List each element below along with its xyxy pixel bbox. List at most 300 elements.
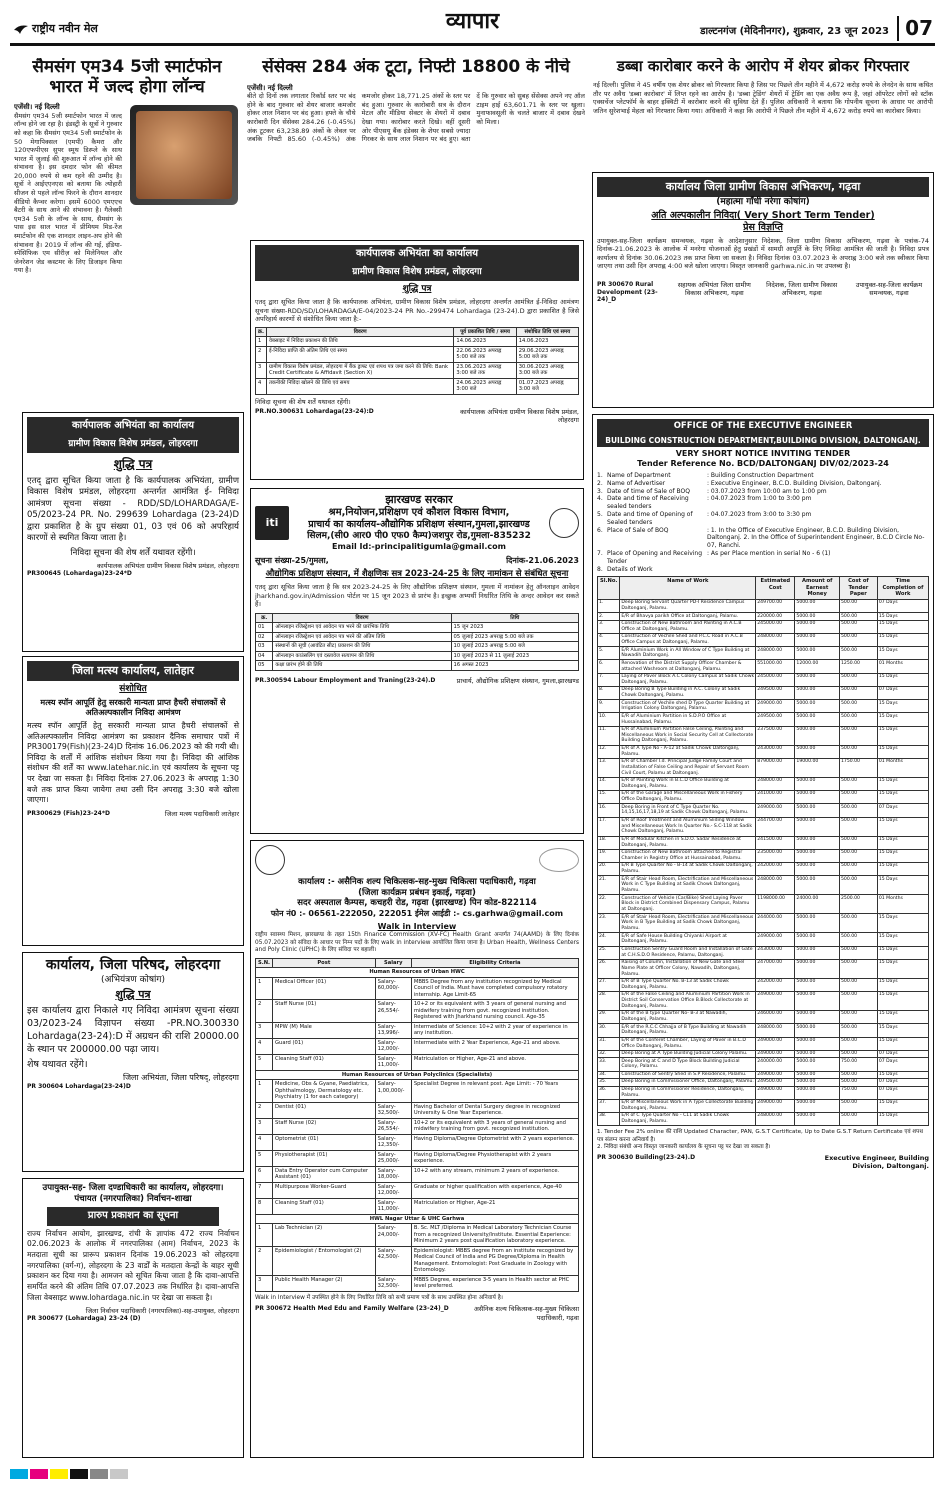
table-cell: E/R of the Garage and Miscellaneous Work in Fishery Office Daltonganj, Palamu. xyxy=(620,791,756,804)
registration-swatch xyxy=(10,1469,28,1479)
table-cell: 7. xyxy=(598,673,620,686)
table-cell: 249500.00 xyxy=(756,686,795,699)
table-row xyxy=(598,713,929,726)
table-cell: 249000.00 xyxy=(756,992,795,1011)
table-cell: 15 Days xyxy=(877,817,928,836)
table-header-cell: Sl.No. xyxy=(598,577,620,600)
table-cell: 249000.00 xyxy=(756,1099,795,1112)
table-cell: E/R of the R.C.C Chhajja of B Type Building at Nawadih Daltonganj, Palamu. xyxy=(620,1024,756,1037)
table-cell: 2 xyxy=(256,1102,273,1118)
table-cell: 500.00 xyxy=(839,1011,877,1024)
table-row xyxy=(598,1071,929,1079)
table-cell: 11. xyxy=(598,726,620,745)
table-cell: 14.06.2023 xyxy=(454,337,516,347)
table-section-row xyxy=(256,1070,579,1080)
table-cell: 15 Days xyxy=(877,791,928,804)
table-cell: 242000.00 xyxy=(756,863,795,876)
table-cell: 5000.00 xyxy=(795,673,840,686)
table-row xyxy=(598,895,929,914)
table-cell: 21. xyxy=(598,876,620,895)
table-cell: 5000.00 xyxy=(795,647,840,660)
table-cell: 5000.00 xyxy=(795,726,840,745)
pr-number: PR.NO.300631 Lohardaga(23-24):D xyxy=(255,408,374,416)
meta-label: Name of Advertiser xyxy=(607,479,666,487)
table-cell: 02 xyxy=(256,632,273,642)
table-cell: 16 अगस्त 2023 xyxy=(451,661,578,671)
table-cell: 1 xyxy=(256,977,273,1000)
table-cell: 500.00 xyxy=(839,745,877,758)
table-cell: 15 Days xyxy=(877,959,928,978)
table-cell: E/R of Chamber I.d. Principal Judge Family Court and Installation of False Ceiling and Repair of Servant Room Civil Court, Palamu at Daltonganj. xyxy=(620,758,756,777)
registration-color-bar xyxy=(10,1468,935,1480)
table-cell: 551000.00 xyxy=(756,660,795,673)
table-cell: E/R of Stair Head Room, Electrification and Miscellaneous Work in C Type Building at Sadik Chowk Daltonganj, Palamu. xyxy=(620,876,756,895)
meta-index: 4. xyxy=(597,495,603,503)
table-cell: 5000.00 xyxy=(795,978,840,991)
table-cell: Deep Boring in Front of C Type Quarter No. 14,15,16,17,18,19 at Sadik Chowk Daltonganj, Palamu. xyxy=(620,804,756,817)
table-cell: 5000.00 xyxy=(795,1071,840,1079)
table-cell: 500.00 xyxy=(839,959,877,978)
table-cell: 03 xyxy=(256,642,273,652)
table-header-cell: क्र. xyxy=(256,613,273,623)
table-cell: 15 Days xyxy=(877,849,928,862)
table-cell: Salary-12,000/- xyxy=(375,1182,411,1198)
g20-logo-icon xyxy=(539,848,579,872)
pr-number: PR 300672 Health Med Edu and Family Welfare (23-24)_D xyxy=(255,1305,449,1313)
notice-dept: ग्रामीण विकास विशेष प्रमंडल, लोहरदगा xyxy=(27,436,239,453)
registration-swatch xyxy=(50,1469,68,1479)
table-row xyxy=(256,1134,579,1150)
tender-works-table xyxy=(597,576,929,1126)
notice-subtitle: मत्स्य स्पॉन आपूर्ति हेतु सरकारी मान्यता प्राप्त हैचरी संचालकों से अतिअल्पकालीन निविदा आमंत्रण xyxy=(40,698,226,717)
table-row xyxy=(598,726,929,745)
meta-value xyxy=(707,566,929,574)
notice-address: सदर अस्पताल कैम्पस, कचहरी रोड, गढ़वा (झारखण्ड) पिन कोड-822114 xyxy=(297,898,537,909)
table-cell: 12. xyxy=(598,745,620,758)
table-cell: Staff Nurse (01) xyxy=(273,1000,376,1023)
table-cell: 30.06.2023 अपराह्न 3:00 बजे तक xyxy=(516,362,578,378)
pr-number: PR 300677 (Lohardaga) 23-24 (D) xyxy=(27,1315,141,1323)
tender-title-2: BUILDING CONSTRUCTION DEPARTMENT,BUILDING DIVISION, DALTONGANJ. xyxy=(597,434,929,447)
table-cell: MBBS Degree, experience 3-5 years in Health sector at PHC level preferred. xyxy=(411,1275,578,1291)
table-cell: 15 Days xyxy=(877,777,928,790)
table-header-cell: Eligibility Criteria xyxy=(411,958,578,968)
table-cell: 15 Days xyxy=(877,933,928,946)
meta-index: 7. xyxy=(597,549,603,557)
table-cell: 15 Days xyxy=(877,946,928,959)
notice-closing: निविदा सूचना की शेष शर्तें यथावत रहेंगी। xyxy=(255,397,351,406)
notice-title: Walk in Interview xyxy=(377,921,457,931)
table-cell: 1750.00 xyxy=(839,758,877,777)
table-cell: Salary-11,000/- xyxy=(375,1054,411,1070)
table-cell: 247000.00 xyxy=(756,959,795,978)
table-row xyxy=(598,817,929,836)
table-cell: 249000.00 xyxy=(756,1086,795,1099)
meta-label: Name of Department xyxy=(607,472,671,479)
table-row xyxy=(598,1086,929,1099)
notice-title: औद्योगिक प्रशिक्षण संस्थान, में शैक्षणिक सत्र 2023-24-25 के लिए नामांकन से संबंधित सूचना xyxy=(265,569,569,580)
meta-label: Details of Work xyxy=(607,565,653,573)
notice-office: उपायुक्त-सह- जिला दण्डाधिकारी का कार्यालय, लोहरदगा। xyxy=(42,1183,224,1193)
table-cell: 07 Days xyxy=(877,804,928,817)
notice-body: राज्य निर्वाचन आयोग, झारखण्ड, रांची के ज्ञापांक 472 राज्य निर्वाचन 02.06.2023 के आलोक में नगरपालिका (आम) निर्वाचन, 2023 के मतदाता सूची का प्रारूप प्रकाशन दिनांक 19.06.2023 को लोहरदगा नगरपालिका (वर्ग-ग), लोहरदगा के 23 वार्डों के मतदाता केन्द्रों के बाहर सूची प्रकाशन कर दिया गया है। आमजन को सूचित किया जाता है कि दावा-आपत्ति समर्पित करने की अंतिम तिथि 07.07.2023 तक निर्धारित है। दावा-आपत्ति जिला वेबसाइट www.lohardaga.nic.in पर देखा जा सकता है। xyxy=(27,1228,239,1302)
table-cell: 500.00 xyxy=(839,1024,877,1037)
table-cell: B. Sc. MLT /Diploma in Medical Laboratory Technician Course from a recognized University/Institute. Essential Experience: Minimum 2 years post qualification laboratory experience. xyxy=(411,1224,578,1247)
table-cell: Optometrist (01) xyxy=(273,1134,376,1150)
table-cell: 15 Days xyxy=(877,1024,928,1037)
health-posts-table xyxy=(255,958,579,1292)
signer-3: उपायुक्त-सह-जिला कार्यक्रम समन्वयक, गढ़वा xyxy=(855,281,923,298)
table-cell: 15 Days xyxy=(877,726,928,745)
table-cell: कक्षा प्रारंभ होने की तिथि xyxy=(273,661,451,671)
table-cell: 37. xyxy=(598,1099,620,1112)
table-header-cell: तिथि xyxy=(451,613,578,623)
table-cell: Medicine, Obs & Gyane, Paediatrics, Ophthalmology, Dermatology etc. Psychiatry (1 for each category) xyxy=(273,1080,376,1103)
table-row xyxy=(256,1080,579,1103)
table-cell: 500.00 xyxy=(839,599,877,612)
table-cell: 5000.00 xyxy=(795,791,840,804)
notice-municipal-election xyxy=(22,1178,244,1458)
table-section-label: HWL Nagar Uttar & UHC Garhwa xyxy=(256,1214,579,1224)
meta-label: Date of time of Sale of BOQ xyxy=(607,487,690,495)
table-cell: 500.00 xyxy=(839,1050,877,1058)
table-cell: 6 xyxy=(256,1166,273,1182)
iti-schedule-table xyxy=(255,613,579,671)
table-row xyxy=(256,1054,579,1070)
table-cell: Construction of Sentry Shed in S.P Residence, Palamu. xyxy=(620,1071,756,1079)
table-cell: Salary-13,996/- xyxy=(375,1022,411,1038)
table-cell: 14.06.2023 xyxy=(516,337,578,347)
table-row xyxy=(256,623,579,633)
table-cell: 5000.00 xyxy=(795,914,840,933)
table-cell: Public Health Manager (2) xyxy=(273,1275,376,1291)
notice-body: एतद् द्वारा सूचित किया जाता है कि कार्यपालक अभियंता, ग्रामीण विकास विशेष प्रमंडल, लोहरदगा अन्तर्गत आमंत्रित ई- निविदा आमंत्रण सूचना संख्या - RDD/SD/LOHARDAGA/E-05/2023-24 PR. No. 299639 Lohardaga (23-24)D द्वारा प्रकाशित है के ग्रुप संख्या 01, 03 एवं 06 को अपरिहार्य कारणों से स्थगित किया जाता है। xyxy=(27,475,239,544)
table-cell: 5000.00 xyxy=(795,613,840,621)
table-cell: 34. xyxy=(598,1071,620,1079)
table-cell: 500.00 xyxy=(839,633,877,646)
table-cell: 220000.00 xyxy=(756,613,795,621)
notice-office: कार्यपालक अभियंता का कार्यालय xyxy=(255,245,579,264)
table-row xyxy=(256,346,579,362)
table-row xyxy=(598,686,929,699)
table-cell: 5 xyxy=(256,1150,273,1166)
registration-swatch xyxy=(30,1469,48,1479)
table-cell: 500.00 xyxy=(839,836,877,849)
notice-sub: प्रेस विज्ञप्ति xyxy=(743,221,783,233)
table-cell: 242000.00 xyxy=(756,978,795,991)
table-row xyxy=(256,1246,579,1275)
notice-rural-left-corrigendum xyxy=(22,412,244,652)
table-row xyxy=(598,700,929,713)
table-cell: Multipurpose Worker-Guard xyxy=(273,1182,376,1198)
table-cell: 5000.00 xyxy=(795,1050,840,1058)
story-headline: सैमसंग एम34 5जी स्मार्टफोन भारत में जल्द होगा लॉन्च xyxy=(32,58,222,97)
table-cell: 3 xyxy=(256,1118,273,1134)
table-cell: Dentist (01) xyxy=(273,1102,376,1118)
notice-sub: (जिला कार्यक्रम प्रबंधन इकाई, गढ़वा) xyxy=(358,887,476,898)
table-cell: 24. xyxy=(598,933,620,946)
table-cell: 1. xyxy=(598,599,620,612)
meta-value: : 03.07.2023 from 10:00 am to 1:00 pm xyxy=(707,487,827,495)
table-cell: 5000.00 xyxy=(795,1058,840,1071)
table-cell: 15 Days xyxy=(877,863,928,876)
table-row xyxy=(598,633,929,646)
table-header-cell: संशोधित तिथि एवं समय xyxy=(516,327,578,337)
table-header-cell: Name of Work xyxy=(620,577,756,600)
table-cell: 33. xyxy=(598,1058,620,1071)
meta-value: : 04.07.2023 from 1:00 to 3:00 pm xyxy=(707,495,812,503)
table-cell: Renovation of the District Supply Officer Chamber & attached Washroom at Daltonganj, Palamu. xyxy=(620,660,756,673)
table-row xyxy=(598,1079,929,1087)
table-cell: 3 xyxy=(256,362,267,378)
table-row xyxy=(256,1022,579,1038)
table-cell: 500.00 xyxy=(839,804,877,817)
table-cell: 5000.00 xyxy=(795,992,840,1011)
notice-title: शुद्धि पत्र xyxy=(402,283,432,294)
table-row xyxy=(256,661,579,671)
table-cell: ऑनलाइन रजिस्ट्रेशन एवं आवेदन पत्र भरने की अंतिम तिथि xyxy=(273,632,451,642)
table-cell: 248000.00 xyxy=(756,1113,795,1126)
table-cell: 15 Days xyxy=(877,647,928,660)
table-cell: 13. xyxy=(598,758,620,777)
table-cell: E/R of Roof Treatment and Aluminium Sliding Window and Miscellaneous Work In Quarter No.- S.C-118 at Sadik Chowk Daltonganj, Palamu. xyxy=(620,817,756,836)
table-cell: 07 Days xyxy=(877,599,928,612)
table-cell: 15 Days xyxy=(877,1113,928,1126)
meta-index: 5. xyxy=(597,510,603,518)
table-cell: 500.00 xyxy=(839,1113,877,1126)
table-row xyxy=(256,1038,579,1054)
table-cell: 500.00 xyxy=(839,817,877,836)
pr-number: PR300645 (Lohardaga)23-24*D xyxy=(27,570,132,578)
table-cell: 15 Days xyxy=(877,745,928,758)
notice-title: प्रारुप प्रकाशन का सूचना xyxy=(47,1207,219,1226)
table-cell: Raising of Column, Installation of New Gate and Steel Name Plate at Officer Colony, Nawadih, Daltonganj, Palamu. xyxy=(620,959,756,978)
table-cell: 500.00 xyxy=(839,791,877,804)
meta-index: 8. xyxy=(597,565,603,573)
table-cell: 15 Days xyxy=(877,992,928,1011)
table-cell: Construction Sentry Guard Room and Installation of Gate at C.H.S.D.O Residence, Palamu, Daltonganj. xyxy=(620,946,756,959)
notice-signer: प्राचार्य, औद्योगिक प्रशिक्षण संस्थान, गुमला,झारखण्ड xyxy=(456,676,579,685)
notice-cell: (अभियंत्रण कोषांग) xyxy=(101,974,165,985)
meta-value: : 1. In the Office of Executive Engineer, B.C.D. Building Division, Daltonganj. 2. In the Office of Superintendent Engineer, B.C.D Circle No-07, Ranchi. xyxy=(707,526,925,550)
notice-cell: (महात्मा गाँधी नरेगा कोषांग) xyxy=(716,196,810,207)
notice-title: शुद्धि पत्र xyxy=(115,987,151,1001)
table-row xyxy=(256,362,579,378)
table-cell: 5 xyxy=(256,1054,273,1070)
table-cell: Construction of Vechile shed D Type Quarter Building at Irrigation Colony Daltonganj, Palamu. xyxy=(620,700,756,713)
table-cell: 244700.00 xyxy=(756,817,795,836)
table-cell: 750.00 xyxy=(839,1086,877,1099)
table-cell: 5. xyxy=(598,647,620,660)
table-cell: 5000.00 xyxy=(795,1037,840,1050)
meta-value: : As per Place mention in serial No - 6 (1) xyxy=(707,549,831,557)
table-cell: 15 Days xyxy=(877,978,928,991)
table-cell: E/R B Type Quarter No - B-14 at Sadik Chowk Daltonganj, Palamu. xyxy=(620,863,756,876)
table-cell: 500.00 xyxy=(839,686,877,699)
table-row xyxy=(256,1224,579,1247)
tender-meta xyxy=(597,472,929,573)
table-cell: 15 Days xyxy=(877,1037,928,1050)
gov-name: झारखण्ड सरकार xyxy=(385,493,453,506)
table-cell: 245000.00 xyxy=(756,620,795,633)
table-cell: 248000.00 xyxy=(756,876,795,895)
table-cell: Cleaning Staff (01) xyxy=(273,1198,376,1214)
table-cell: 243000.00 xyxy=(756,745,795,758)
table-section-row xyxy=(256,1214,579,1224)
table-cell: 30. xyxy=(598,1024,620,1037)
table-cell: 500.00 xyxy=(839,933,877,946)
table-row xyxy=(598,673,929,686)
table-cell: 05 xyxy=(256,661,273,671)
table-cell: Having Bachelor of Dental Surgery degree in recognized University & One Year Experience. xyxy=(411,1102,578,1118)
table-cell: MBBS Degree from any institution recognized by Medical Council of India. Must have completed compulsory rotatory internship. Age Limit-65 xyxy=(411,977,578,1000)
table-cell: Data Entry Operator cum Computer Assistant (01) xyxy=(273,1166,376,1182)
table-cell: 500.00 xyxy=(839,777,877,790)
table-cell: 23.06.2023 अपराह्न 3:00 बजे तक xyxy=(454,362,516,378)
table-cell: Epidemiologist: MBBS degree from an institute recognized by Medical Council of India and PG Degree/Diploma in Health Management. Entomologist: Post Graduate in Zoology with Entomology. xyxy=(411,1246,578,1275)
table-row xyxy=(598,876,929,895)
table-cell: 750.00 xyxy=(839,1058,877,1071)
notice-title: शुद्धि पत्र xyxy=(113,456,153,471)
table-header-cell: S.N. xyxy=(256,958,273,968)
story-sensex xyxy=(247,58,585,238)
table-cell: E/R of Safe House Building Chiyanki Airport at Daltonganj, Palamu. xyxy=(620,933,756,946)
table-cell: 24.06.2023 अपराह्न 3:00 बजे xyxy=(454,378,516,394)
table-cell: Construction of New Bathroom attached to Registrar Chamber in Registry Office at Hussainabad, Palamu. xyxy=(620,849,756,862)
table-cell: 19. xyxy=(598,849,620,862)
table-cell: 10. xyxy=(598,713,620,726)
table-cell: 17. xyxy=(598,817,620,836)
table-cell: 5000.00 xyxy=(795,620,840,633)
tender-note: 2. निविदा संबंधी अन्य विस्तृत जानकारी कार्यालय के सूचना पट्ट पर देखा जा सकता है। xyxy=(597,1143,771,1150)
registration-swatch xyxy=(70,1469,88,1479)
table-cell: 500.00 xyxy=(839,914,877,933)
table-cell: 10 जुलाई 2023 अपराह्न 5:00 बजे xyxy=(451,642,578,652)
table-header-cell: विवरण xyxy=(273,613,451,623)
table-row xyxy=(256,1198,579,1214)
table-cell: 01 Months xyxy=(877,660,928,673)
table-cell: E/R of the Conferet Chamber, Laying of Paver in B.C.D Office Daltonganj, Palamu. xyxy=(620,1037,756,1050)
table-cell: 1250.00 xyxy=(839,660,877,673)
table-header-cell: विवरण xyxy=(266,327,453,337)
table-cell: 5000.00 xyxy=(795,933,840,946)
table-cell: 29.06.2023 अपराह्न 5:00 बजे तक xyxy=(516,346,578,362)
notice-office: कार्यालय :- असैनिक शल्य चिकित्सक-सह-मुख्य चिकित्सा पदाधिकारी, गढ़वा xyxy=(298,877,536,887)
tender-meta-row xyxy=(597,472,929,480)
table-cell: E/R of Aluminium Partition in S.D.P.O Office at Hussainabad, Palamu. xyxy=(620,713,756,726)
table-cell: Medical Officer (01) xyxy=(273,977,376,1000)
table-cell: Graduate or higher qualification with experience, Age-40 xyxy=(411,1182,578,1198)
meta-value: : Building Construction Department xyxy=(707,472,814,479)
table-cell: Salary-11,000/- xyxy=(375,1198,411,1214)
notice-body: एतद् द्वारा सूचित किया जाता है कि सत्र 2023-24-25 के लिए औद्योगिक प्रशिक्षण संस्थान, गुमला में नामांकन हेतु ऑनलाइन आवेदन jharkhand.gov.in/Admission पोर्टल पर 15 जून 2023 से प्रारंभ है। इच्छुक अभ्यर्थी निर्धारित तिथि के अन्दर आवेदन कर सकते हैं। xyxy=(255,583,579,609)
table-cell: 5000.00 xyxy=(795,700,840,713)
table-cell: Intermediate with 2 Year Experience, Age-21 and above. xyxy=(411,1038,578,1054)
table-row xyxy=(598,1024,929,1037)
table-row xyxy=(598,863,929,876)
story-headline: डब्बा कारोबार करने के आरोप में शेयर ब्रोकर गिरफ्तार xyxy=(616,58,910,75)
dateline: डाल्टनगंज (मेदिनीनगर), शुक्रवार, 23 जून 2023 xyxy=(700,26,889,37)
table-cell: 5000.00 xyxy=(795,804,840,817)
table-row xyxy=(256,1275,579,1291)
notice-health-walkin xyxy=(250,840,584,1458)
table-cell: 1 xyxy=(256,1080,273,1103)
table-cell: 500.00 xyxy=(839,726,877,745)
table-cell: 12000.00 xyxy=(795,660,840,673)
table-cell: Laying of Paver Block A.C Colony Campus at Sadik Chowk Daltonganj, Palamu. xyxy=(621,674,755,685)
table-cell: ऑनलाइन काउंसलिंग एवं दस्तावेज सत्यापन की तिथि xyxy=(273,651,451,661)
notice-closing: निविदा सूचना की शेष शर्तें यथावत रहेंगी। xyxy=(70,547,196,558)
tender-meta-row xyxy=(597,527,929,550)
table-cell: 2 xyxy=(256,346,267,362)
table-cell: 23. xyxy=(598,914,620,933)
signer-1: सहायक अभियंता जिला ग्रामीण विकास अभिकरण, गढ़वा xyxy=(677,281,751,298)
table-cell: ग्रामीण विकास विशेष प्रमंडल, लोहरदगा में बैंक ड्राफ्ट एवं शपथ पत्र जमा करने की तिथि: Bank Credit Certificate & Affidavit (Section X) xyxy=(266,362,453,378)
table-cell: वेबसाइट में निविदा प्रकाशन की तिथि xyxy=(266,337,453,347)
table-row xyxy=(256,651,579,661)
tender-meta-row xyxy=(597,550,929,566)
notice-office: कार्यालय, जिला परिषद, लोहरदगा xyxy=(45,957,221,973)
table-row xyxy=(598,836,929,849)
table-cell: Construction of New Bathroom and Painting in A.C.B Office at Daltonganj, Palamu. xyxy=(620,620,756,633)
table-cell: E/R of Bhavya parikh Office at Daltonganj, Palamu. xyxy=(620,613,756,621)
table-cell: संस्थानों की सूची (आवंटित सीट) प्रकाशन की तिथि xyxy=(273,642,451,652)
table-row xyxy=(598,613,929,621)
table-cell: 1 xyxy=(256,337,267,347)
table-header-cell: Amount of Earnest Money xyxy=(795,577,840,600)
table-cell: Salary-32,500/- xyxy=(375,1102,411,1118)
table-cell: 5000.00 xyxy=(795,1011,840,1024)
tender-signer: Executive Engineer, Building Division, Daltonganj. xyxy=(824,1154,929,1171)
table-cell: 241500.00 xyxy=(756,836,795,849)
table-row xyxy=(256,977,579,1000)
table-cell: 15. xyxy=(598,791,620,804)
table-cell: 5000.00 xyxy=(795,1086,840,1099)
table-section-row xyxy=(256,968,579,978)
notice-dept: पंचायत (नगरपालिका) निर्वाचन-शाखा xyxy=(74,1193,192,1204)
table-row xyxy=(598,660,929,673)
table-cell: 29. xyxy=(598,1011,620,1024)
table-cell: 3. xyxy=(598,620,620,633)
meta-label: Date and time of Receiving sealed tenders xyxy=(607,495,689,511)
table-cell: Salary-60,000/- xyxy=(375,977,411,1000)
table-cell: 249000.00 xyxy=(756,700,795,713)
table-cell: Deep Boring B Type Building in A.C. Colony at Sadik Chowk Daltonganj, Palamu. xyxy=(620,686,756,699)
table-cell: 22.06.2023 अपराह्न 5:00 बजे तक xyxy=(454,346,516,362)
table-cell: 5000.00 xyxy=(795,599,840,612)
meta-value: : 04.07.2023 from 3:00 to 3:30 pm xyxy=(707,510,812,518)
table-row xyxy=(598,959,929,978)
story-headline: सेंसेक्स 284 अंक टूटा, निफ्टी 18800 के नीचे xyxy=(262,58,570,77)
phone-image xyxy=(130,105,238,205)
meta-index: 2. xyxy=(597,479,603,487)
section-title: व्यापार xyxy=(445,9,500,34)
table-cell: 5000.00 xyxy=(795,836,840,849)
table-cell: 07 Days xyxy=(877,686,928,699)
table-cell: 2 xyxy=(256,1246,273,1275)
table-cell: Deep Boring at C and D Type Block Building Judicial Colony, Palamu. xyxy=(620,1058,756,1071)
table-cell: 15 Days xyxy=(877,633,928,646)
table-cell: Salary-26,554/- xyxy=(375,1118,411,1134)
table-cell: 500.00 xyxy=(839,946,877,959)
table-cell: 10+2 with any stream, minimum 2 years of experience. xyxy=(411,1166,578,1182)
table-cell: 235000.00 xyxy=(756,849,795,862)
table-cell: E/R of Aluminium Partition False Ceiling, Painting and Miscellaneous Work in Social Security Cell at Collectorate Building Daltonganj, Palamu. xyxy=(620,726,756,745)
table-cell: 20. xyxy=(598,863,620,876)
table-cell: 15 Days xyxy=(877,1071,928,1079)
table-cell: 500.00 xyxy=(839,1071,877,1079)
table-cell: 15 Days xyxy=(877,613,928,621)
